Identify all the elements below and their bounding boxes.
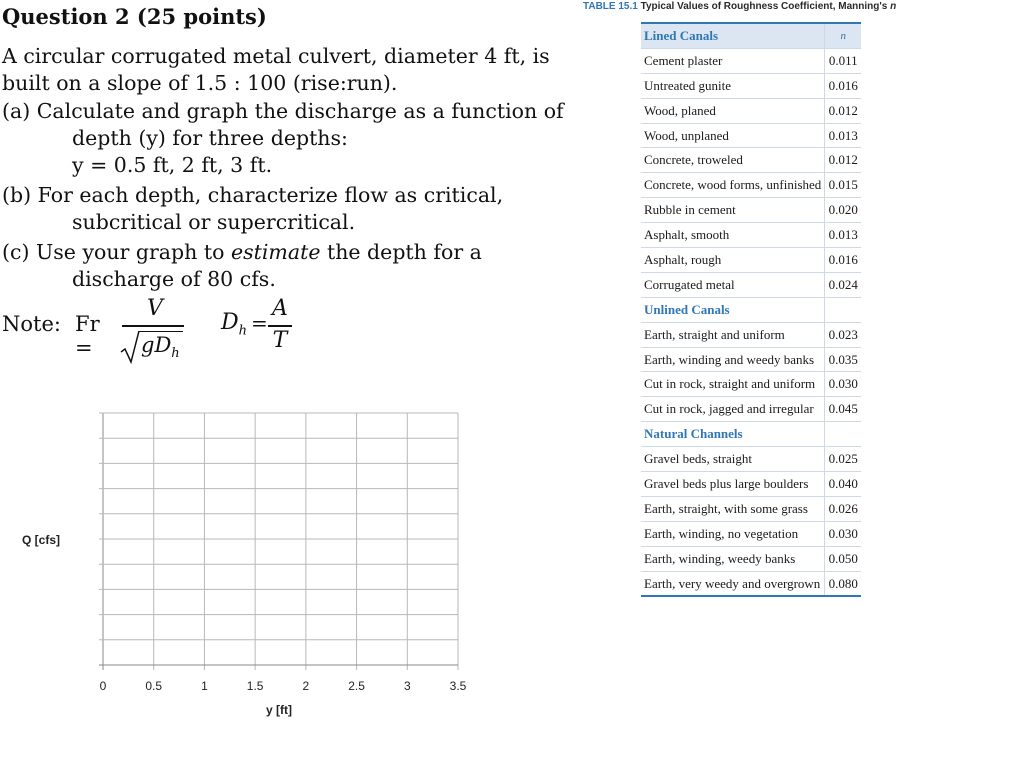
material-cell: Concrete, wood forms, unfinished <box>641 173 825 198</box>
froude-denominator-text: gD <box>141 333 172 357</box>
table-caption-text: Typical Values of Roughness Coefficient, Manning's <box>637 1 891 12</box>
n-value-cell: 0.013 <box>825 123 862 148</box>
x-tick-label: 3 <box>403 679 411 693</box>
section-name: Unlined Canals <box>641 297 825 322</box>
table-row <box>641 272 861 297</box>
n-value-cell: 0.016 <box>825 248 862 273</box>
table-section-header <box>641 23 861 48</box>
section-name: Natural Channels <box>641 422 825 447</box>
material-cell: Concrete, troweled <box>641 148 825 173</box>
table-row <box>641 73 861 98</box>
n-value-cell: 0.045 <box>825 397 862 422</box>
table-row <box>641 521 861 546</box>
n-value-cell: 0.023 <box>825 322 862 347</box>
n-value-cell: 0.050 <box>825 546 862 571</box>
table-number: TABLE 15.1 <box>583 1 638 12</box>
note-label: Note: <box>2 312 61 336</box>
x-tick-label: 1.5 <box>246 679 264 693</box>
material-cell: Rubble in cement <box>641 198 825 223</box>
part-a-line-1: (a) Calculate and graph the discharge as a function of <box>2 99 564 123</box>
table-row <box>641 148 861 173</box>
hydraulic-depth-symbol: D <box>221 310 239 335</box>
table-row <box>641 322 861 347</box>
table-row <box>641 48 861 73</box>
hydraulic-depth-numerator: A <box>272 296 288 321</box>
hydraulic-depth-equals: = <box>251 311 268 335</box>
x-tick-label: 1 <box>201 679 208 693</box>
froude-numerator: V <box>147 296 163 321</box>
table-row <box>641 571 861 596</box>
n-column-header <box>825 422 862 447</box>
material-cell: Asphalt, smooth <box>641 223 825 248</box>
n-value-cell: 0.024 <box>825 272 862 297</box>
part-c-line-2: discharge of 80 cfs. <box>72 267 276 291</box>
manning-n-table <box>641 22 861 597</box>
intro-line-2: built on a slope of 1.5 : 100 (rise:run). <box>2 71 398 95</box>
material-cell: Gravel beds, straight <box>641 447 825 472</box>
material-cell: Gravel beds plus large boulders <box>641 472 825 497</box>
material-cell: Earth, very weedy and overgrown <box>641 571 825 596</box>
material-cell: Corrugated metal <box>641 272 825 297</box>
graph-y-axis-label: Q [cfs] <box>22 533 61 547</box>
table-section-header <box>641 297 861 322</box>
hydraulic-depth-denominator: T <box>272 328 288 353</box>
table-row <box>641 223 861 248</box>
material-cell: Wood, planed <box>641 98 825 123</box>
part-c-emphasis: estimate <box>230 240 321 264</box>
part-a-line-2: depth (y) for three depths: <box>72 126 348 150</box>
n-value-cell: 0.013 <box>825 223 862 248</box>
n-value-cell: 0.011 <box>825 48 862 73</box>
n-value-cell: 0.020 <box>825 198 862 223</box>
x-tick-label: 2.5 <box>348 679 365 693</box>
material-cell: Earth, straight and uniform <box>641 322 825 347</box>
n-value-cell: 0.012 <box>825 98 862 123</box>
material-cell: Untreated gunite <box>641 73 825 98</box>
material-cell: Earth, winding and weedy banks <box>641 347 825 372</box>
n-value-cell: 0.035 <box>825 347 862 372</box>
n-value-cell: 0.016 <box>825 73 862 98</box>
material-cell: Cut in rock, straight and uniform <box>641 372 825 397</box>
n-column-header: n <box>825 23 862 48</box>
table-row <box>641 248 861 273</box>
part-b-line-2: subcritical or supercritical. <box>72 210 356 234</box>
n-value-cell: 0.030 <box>825 521 862 546</box>
material-cell: Cement plaster <box>641 48 825 73</box>
blank-graph-grid <box>0 0 470 763</box>
n-column-header <box>825 297 862 322</box>
table-row <box>641 546 861 571</box>
n-value-cell: 0.040 <box>825 472 862 497</box>
material-cell: Earth, winding, no vegetation <box>641 521 825 546</box>
material-cell: Asphalt, rough <box>641 248 825 273</box>
table-caption <box>583 1 896 12</box>
section-name: Lined Canals <box>641 23 825 48</box>
n-value-cell: 0.026 <box>825 496 862 521</box>
part-a-line-3: y = 0.5 ft, 2 ft, 3 ft. <box>72 153 273 177</box>
part-b-line-1: (b) For each depth, characterize flow as critical, <box>2 183 504 207</box>
table-row <box>641 472 861 497</box>
table-row <box>641 347 861 372</box>
part-c-post: the depth for a <box>320 240 482 264</box>
material-cell: Earth, straight, with some grass <box>641 496 825 521</box>
table-row <box>641 496 861 521</box>
n-value-cell: 0.025 <box>825 447 862 472</box>
graph-x-axis-label: y [ft] <box>266 703 292 717</box>
part-c-pre: (c) Use your graph to <box>2 240 231 264</box>
table-row <box>641 447 861 472</box>
table-section-header <box>641 422 861 447</box>
froude-denominator-sub: h <box>171 346 180 362</box>
table-row <box>641 397 861 422</box>
table-row <box>641 98 861 123</box>
table-caption-n: n <box>890 1 897 12</box>
intro-line-1: A circular corrugated metal culvert, diameter 4 ft, is <box>2 44 550 68</box>
table-row <box>641 123 861 148</box>
table-row <box>641 372 861 397</box>
n-value-cell: 0.030 <box>825 372 862 397</box>
n-value-cell: 0.012 <box>825 148 862 173</box>
question-title: Question 2 (25 points) <box>2 4 267 29</box>
material-cell: Wood, unplaned <box>641 123 825 148</box>
n-value-cell: 0.080 <box>825 571 862 596</box>
table-row <box>641 198 861 223</box>
table-row <box>641 173 861 198</box>
x-tick-label: 0.5 <box>145 679 163 693</box>
hydraulic-depth-sub: h <box>238 323 248 339</box>
n-value-cell: 0.015 <box>825 173 862 198</box>
x-tick-label: 0 <box>99 679 107 693</box>
material-cell: Cut in rock, jagged and irregular <box>641 397 825 422</box>
froude-lhs: Fr = <box>75 312 100 360</box>
material-cell: Earth, winding, weedy banks <box>641 546 825 571</box>
x-tick-label: 3.5 <box>449 679 467 693</box>
x-tick-label: 2 <box>302 679 310 693</box>
